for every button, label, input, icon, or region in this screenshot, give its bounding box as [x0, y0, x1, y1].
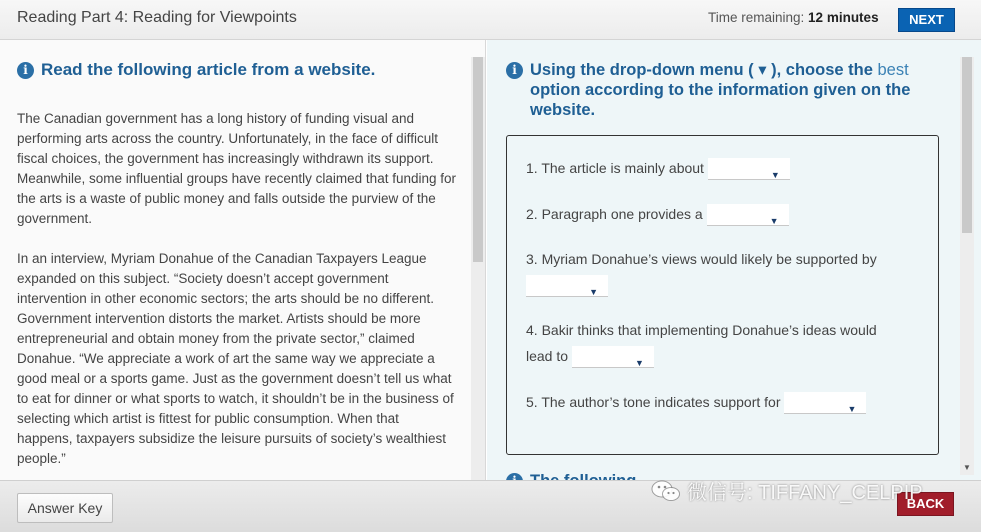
instruction-part-2: ), choose the: [771, 61, 873, 79]
next-button[interactable]: NEXT: [898, 8, 955, 32]
question-1-text: 1. The article is mainly about: [526, 160, 704, 176]
article-pane[interactable]: [0, 40, 486, 480]
question-4-text-line1: 4. Bakir thinks that implementing Donahue’s ideas would: [526, 322, 877, 338]
chevron-down-icon: ▼: [770, 170, 780, 181]
info-icon: i: [506, 62, 523, 79]
question-4: [526, 317, 877, 369]
timer-label: Time remaining:: [708, 10, 805, 25]
scroll-down-icon[interactable]: ▼: [963, 463, 971, 472]
question-5-dropdown[interactable]: [784, 392, 866, 414]
footer-bar: [0, 480, 981, 532]
question-3-dropdown[interactable]: [526, 275, 608, 297]
questions-box: [506, 135, 939, 455]
chevron-down-icon: ▼: [769, 216, 779, 227]
article-scrollbar-thumb[interactable]: [473, 57, 483, 262]
article-scrollbar[interactable]: [471, 57, 485, 480]
page-title: Reading Part 4: Reading for Viewpoints: [17, 9, 297, 26]
questions-pane[interactable]: [487, 40, 981, 480]
question-2-dropdown[interactable]: [707, 204, 789, 226]
wechat-icon: [651, 479, 681, 503]
timer-value: 12 minutes: [808, 10, 879, 25]
article-paragraph-1: The Canadian government has a long history of funding visual and performing arts across the country. Unfortunately, in the face of difficult fiscal choices, the government has increasingly withdrawn its support. Meanwhile, some influential groups have recently claimed that funding for the arts is a waste of public money and falls outside the purview of the government.: [17, 111, 456, 226]
questions-scrollbar-thumb[interactable]: [962, 57, 972, 233]
watermark: [651, 476, 923, 505]
instruction-highlight: best: [877, 61, 909, 79]
article-heading: [17, 60, 375, 80]
chevron-down-icon: ▼: [589, 287, 598, 298]
info-icon: i: [17, 62, 34, 79]
article-text: [17, 109, 457, 489]
dropdown-arrow-icon: ▾: [758, 61, 767, 79]
question-4-text-line2: lead to: [526, 348, 569, 364]
question-5: [526, 389, 866, 415]
questions-heading: [506, 60, 916, 120]
question-3: [526, 246, 877, 298]
watermark-text: 微信号: TIFFANY_CELPIP: [687, 482, 923, 504]
question-1: [526, 155, 790, 181]
instruction-part-3: option according to the information given on the website.: [530, 81, 911, 119]
instruction-part-1: Using the drop-down menu (: [530, 61, 754, 79]
question-4-dropdown[interactable]: [572, 346, 654, 368]
chevron-down-icon: ▼: [847, 404, 857, 415]
chevron-down-icon: ▼: [635, 358, 644, 369]
questions-scrollbar[interactable]: [960, 57, 974, 475]
question-2-text: 2. Paragraph one provides a: [526, 206, 703, 222]
back-button[interactable]: BACK: [897, 492, 954, 516]
questions-instruction: [530, 60, 916, 120]
answer-key-button[interactable]: Answer Key: [17, 493, 113, 523]
question-1-dropdown[interactable]: [708, 158, 790, 180]
question-2: [526, 201, 789, 227]
article-paragraph-2: In an interview, Myriam Donahue of the Canadian Taxpayers League expanded on this subject. “Society doesn’t accept government intervention in other economic sectors; the arts should be no different. Government intervention distorts the market. Artists should be more entrepreneurial and obtain money from the private sector,” claimed Donahue. “We appreciate a work of art the same way we appreciate a good meal or a sports game. Just as the government doesn’t tell us what to eat for dinner or what sports to watch, it shouldn’t be in the business of selecting which artist is fittest for public consumption. When that happens, taxpayers subsidize the leisure pursuits of society’s wealthiest people.”: [17, 251, 454, 466]
question-3-text: 3. Myriam Donahue’s views would likely be supported by: [526, 251, 877, 267]
header-bar: [0, 0, 981, 40]
article-instruction: Read the following article from a website.: [41, 60, 376, 79]
question-5-text: 5. The author’s tone indicates support for: [526, 394, 781, 410]
time-remaining: [708, 10, 879, 25]
